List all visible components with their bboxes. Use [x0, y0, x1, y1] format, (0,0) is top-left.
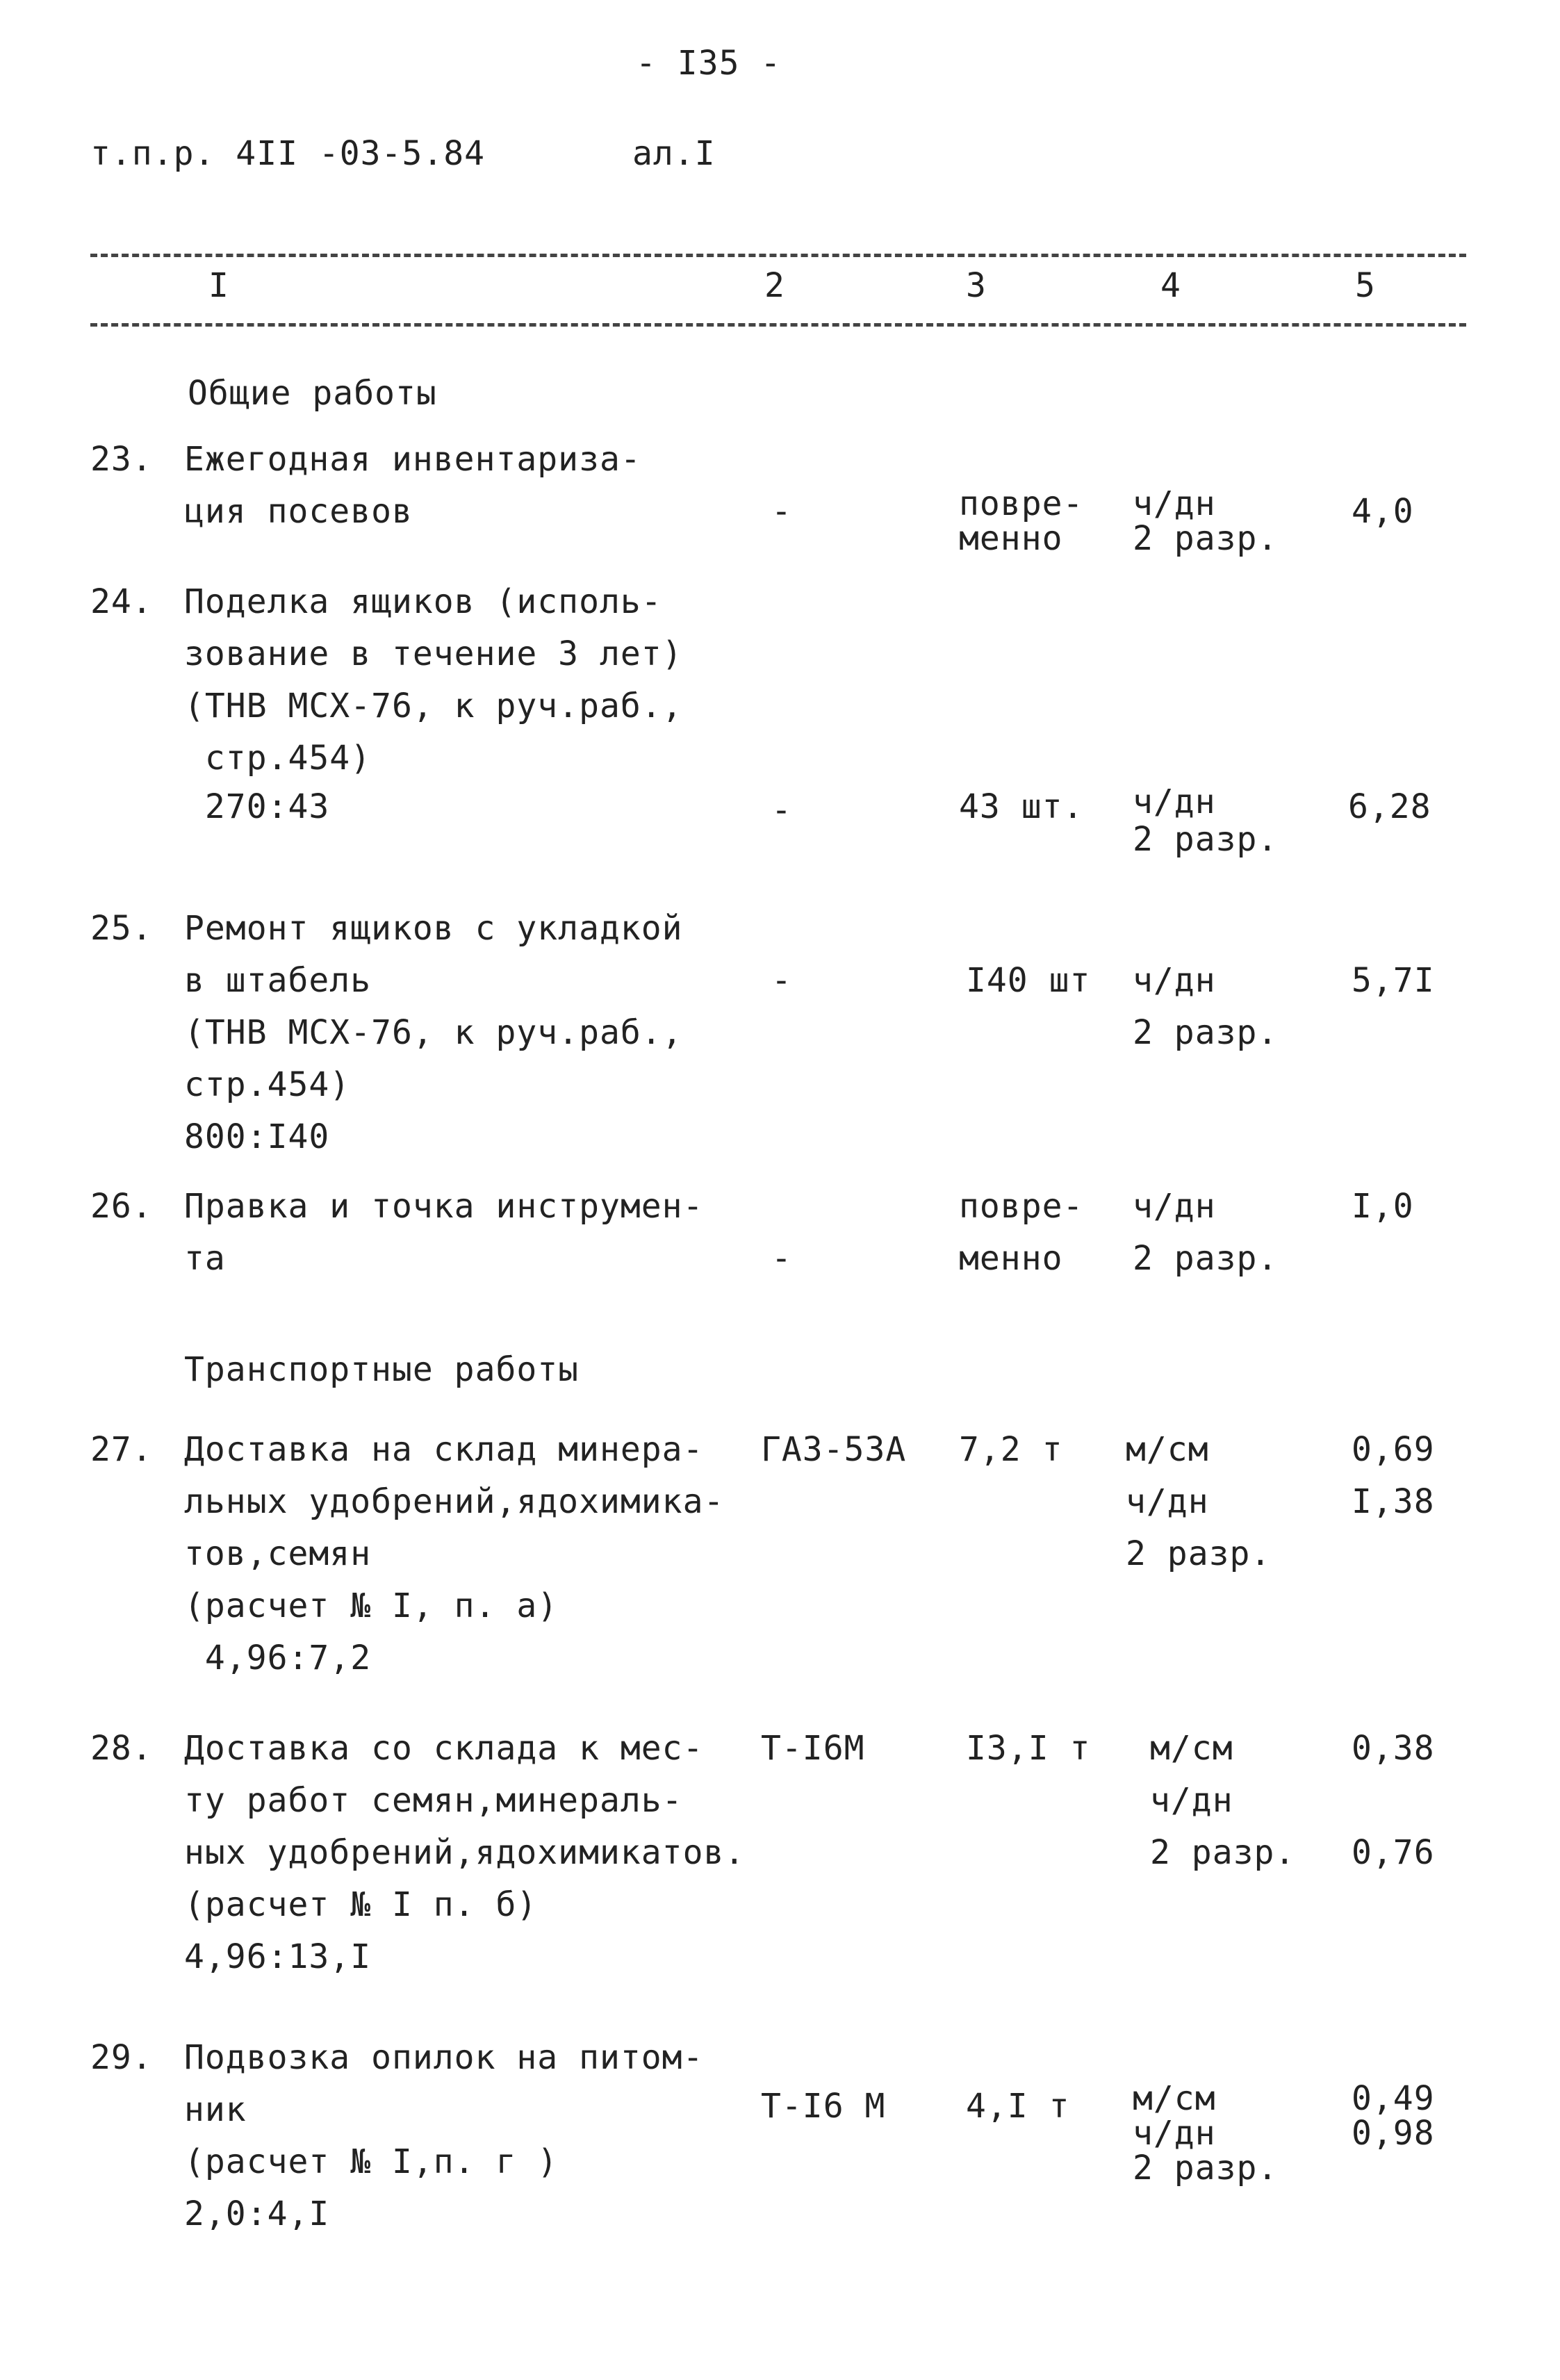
row-number: 23. — [90, 440, 153, 479]
row-description-line: ник — [184, 2090, 247, 2129]
row-col4: ч/дн — [1133, 484, 1216, 523]
row-col4: м/см — [1150, 1729, 1233, 1768]
row-number: 29. — [90, 2038, 153, 2077]
row-col5: 0,38 — [1352, 1729, 1435, 1768]
sheet-label: ал.I — [632, 134, 716, 173]
row-description-line: (расчет № I, п. а) — [184, 1586, 559, 1625]
row-col4: 2 разр. — [1150, 1833, 1296, 1872]
row-description-line: (расчет № I,п. г ) — [184, 2142, 559, 2181]
page-number: - I35 - — [636, 44, 782, 83]
row-description-line: стр.454) — [184, 739, 372, 778]
row-description-line: Ремонт ящиков с укладкой — [184, 909, 683, 948]
row-description-line: Доставка на склад минера- — [184, 1430, 704, 1469]
row-col5: 0,69 — [1352, 1430, 1435, 1469]
row-description-line: Доставка со склада к мес- — [184, 1729, 704, 1768]
row-col4: ч/дн — [1133, 2114, 1216, 2153]
section-heading-transport: Транспортные работы — [184, 1350, 580, 1389]
row-description-line: та — [184, 1239, 226, 1278]
row-col4: ч/дн — [1133, 1187, 1216, 1226]
row-col4: м/см — [1133, 2079, 1216, 2118]
row-description-line: 4,96:13,I — [184, 1937, 372, 1976]
row-col2: ГАЗ-53А — [761, 1430, 907, 1469]
row-col3: I3,I т — [966, 1729, 1091, 1768]
row-description-line: 270:43 — [184, 787, 330, 826]
row-col4: 2 разр. — [1133, 519, 1279, 558]
row-col2: Т-I6 М — [761, 2087, 886, 2126]
row-description-line: 4,96:7,2 — [184, 1639, 372, 1677]
row-col3: менно — [959, 519, 1063, 558]
row-col2: Т-I6М — [761, 1729, 865, 1768]
row-col2: - — [771, 1239, 792, 1278]
column-header-3: 3 — [966, 266, 987, 305]
row-col4: ч/дн — [1133, 782, 1216, 821]
row-col3: 43 шт. — [959, 787, 1084, 826]
row-col5: 0,49 — [1352, 2079, 1435, 2118]
row-number: 24. — [90, 582, 153, 621]
row-col2: - — [771, 791, 792, 830]
row-description-line: Подвозка опилок на питом- — [184, 2038, 704, 2077]
row-description-line: (ТНВ МСХ-76, к руч.раб., — [184, 687, 683, 725]
column-header-2: 2 — [764, 266, 785, 305]
document-reference: т.п.р. 4II -03-5.84 — [90, 134, 486, 173]
row-description-line: ту работ семян,минераль- — [184, 1781, 683, 1820]
row-col4: 2 разр. — [1133, 2149, 1279, 2188]
row-col5: I,0 — [1352, 1187, 1414, 1226]
row-description-line: зование в течение 3 лет) — [184, 634, 683, 673]
row-description-line: льных удобрений,ядохимика- — [184, 1482, 725, 1521]
row-col2: - — [771, 492, 792, 531]
column-header-5: 5 — [1355, 266, 1376, 305]
row-col3: повре- — [959, 484, 1084, 523]
row-col4: 2 разр. — [1133, 820, 1279, 859]
row-col5: 0,76 — [1352, 1833, 1435, 1872]
row-col3: I40 шт — [966, 961, 1091, 1000]
divider-bottom — [90, 323, 1466, 327]
row-number: 26. — [90, 1187, 153, 1226]
row-col4: м/см — [1126, 1430, 1209, 1469]
row-description-line: Поделка ящиков (исполь- — [184, 582, 662, 621]
row-description-line: в штабель — [184, 961, 372, 1000]
row-col4: ч/дн — [1150, 1781, 1233, 1820]
row-number: 25. — [90, 909, 153, 948]
row-col4: 2 разр. — [1126, 1534, 1272, 1573]
row-col5: 6,28 — [1348, 787, 1431, 826]
column-header-4: 4 — [1160, 266, 1181, 305]
row-description-line: Ежегодная инвентариза- — [184, 440, 641, 479]
row-description-line: Правка и точка инструмен- — [184, 1187, 704, 1226]
row-number: 27. — [90, 1430, 153, 1469]
row-description-line: (расчет № I п. б) — [184, 1885, 538, 1924]
row-col4: 2 разр. — [1133, 1013, 1279, 1052]
row-col4: 2 разр. — [1133, 1239, 1279, 1278]
row-col3: менно — [959, 1239, 1063, 1278]
section-heading-general: Общие работы — [188, 374, 437, 413]
row-col2: - — [771, 961, 792, 1000]
divider-top — [90, 254, 1466, 257]
row-description-line: 800:I40 — [184, 1117, 330, 1156]
row-description-line: стр.454) — [184, 1065, 351, 1104]
row-col3: повре- — [959, 1187, 1084, 1226]
row-col5: 5,7I — [1352, 961, 1435, 1000]
row-col5: 4,0 — [1352, 492, 1414, 531]
row-col4: ч/дн — [1133, 961, 1216, 1000]
row-col5: 0,98 — [1352, 2114, 1435, 2153]
row-description-line: ция посевов — [184, 492, 413, 531]
row-description-line: 2,0:4,I — [184, 2194, 330, 2233]
row-col4: ч/дн — [1126, 1482, 1209, 1521]
row-col3: 7,2 т — [959, 1430, 1063, 1469]
row-number: 28. — [90, 1729, 153, 1768]
row-col5: I,38 — [1352, 1482, 1435, 1521]
column-header-1: I — [208, 266, 229, 305]
row-description-line: (ТНВ МСХ-76, к руч.раб., — [184, 1013, 683, 1052]
row-description-line: тов,семян — [184, 1534, 372, 1573]
row-description-line: ных удобрений,ядохимикатов. — [184, 1833, 746, 1872]
row-col3: 4,I т — [966, 2087, 1070, 2126]
